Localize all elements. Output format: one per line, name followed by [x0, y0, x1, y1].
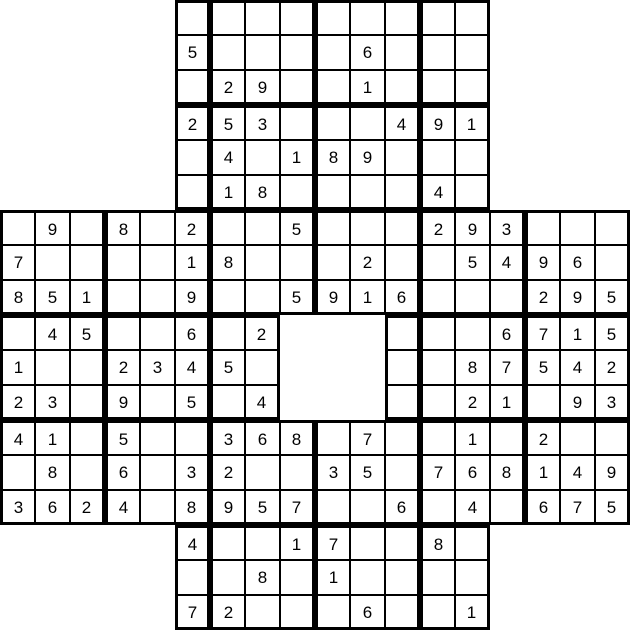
sudoku-cell: 6 — [455, 455, 490, 490]
sudoku-cell: 5 — [595, 280, 630, 315]
sudoku-cell: 9 — [105, 385, 140, 420]
sudoku-cell[interactable] — [245, 140, 280, 175]
sudoku-cell: 3 — [490, 210, 525, 245]
sudoku-cell: 3 — [0, 490, 35, 525]
sudoku-cell[interactable] — [315, 105, 350, 140]
sudoku-cell[interactable] — [140, 245, 175, 280]
sudoku-cell: 1 — [280, 140, 315, 175]
sudoku-cell[interactable] — [35, 350, 70, 385]
sudoku-cell[interactable] — [350, 0, 385, 35]
sudoku-cell[interactable] — [350, 175, 385, 210]
sudoku-cell[interactable] — [0, 455, 35, 490]
sudoku-cell[interactable] — [385, 595, 420, 630]
sudoku-cell: 6 — [245, 420, 280, 455]
sudoku-cell[interactable] — [175, 175, 210, 210]
sudoku-cell: 2 — [595, 350, 630, 385]
sudoku-cell[interactable] — [315, 420, 350, 455]
sudoku-cell[interactable] — [70, 420, 105, 455]
sudoku-cell[interactable] — [490, 280, 525, 315]
sudoku-cell: 1 — [455, 105, 490, 140]
sudoku-cell[interactable] — [455, 35, 490, 70]
sudoku-cell[interactable] — [245, 245, 280, 280]
sudoku-cell[interactable] — [245, 280, 280, 315]
sudoku-cell[interactable] — [210, 210, 245, 245]
sudoku-cell[interactable] — [245, 0, 280, 35]
sudoku-cell[interactable] — [105, 245, 140, 280]
sudoku-cell[interactable] — [420, 595, 455, 630]
sudoku-cell[interactable] — [280, 175, 315, 210]
sudoku-cell: 5 — [455, 245, 490, 280]
sudoku-cell: 4 — [455, 490, 490, 525]
sudoku-cell: 2 — [70, 490, 105, 525]
sudoku-cell[interactable] — [245, 210, 280, 245]
sudoku-cell: 8 — [245, 560, 280, 595]
sudoku-cell[interactable] — [455, 560, 490, 595]
sudoku-cell: 1 — [525, 455, 560, 490]
sudoku-cell[interactable] — [595, 245, 630, 280]
sudoku-cell[interactable] — [385, 140, 420, 175]
sudoku-cell: 5 — [105, 420, 140, 455]
sudoku-cell: 3 — [315, 455, 350, 490]
sudoku-cell: 1 — [280, 525, 315, 560]
sudoku-cell: 6 — [105, 455, 140, 490]
sudoku-cell[interactable] — [385, 245, 420, 280]
sudoku-cell: 5 — [175, 385, 210, 420]
sudoku-cell: 5 — [210, 350, 245, 385]
sudoku-cell[interactable] — [385, 35, 420, 70]
sudoku-cell[interactable] — [420, 280, 455, 315]
sudoku-cell: 1 — [350, 280, 385, 315]
sudoku-cell[interactable] — [350, 105, 385, 140]
sudoku-cell: 6 — [525, 490, 560, 525]
sudoku-cell: 5 — [70, 315, 105, 350]
sudoku-cell: 7 — [315, 525, 350, 560]
sudoku-cell[interactable] — [420, 490, 455, 525]
sudoku-cell[interactable] — [210, 525, 245, 560]
sudoku-cell[interactable] — [280, 245, 315, 280]
sudoku-cell[interactable] — [525, 210, 560, 245]
sudoku-cell[interactable] — [385, 525, 420, 560]
sudoku-cell: 1 — [175, 245, 210, 280]
sudoku-cell: 4 — [0, 420, 35, 455]
sudoku-cell[interactable] — [280, 70, 315, 105]
sudoku-cell[interactable] — [455, 140, 490, 175]
sudoku-cell: 1 — [455, 420, 490, 455]
sudoku-cell: 1 — [315, 560, 350, 595]
sudoku-cell[interactable] — [385, 175, 420, 210]
sudoku-cell: 4 — [385, 105, 420, 140]
sudoku-cell[interactable] — [385, 315, 420, 350]
sudoku-cell: 2 — [175, 210, 210, 245]
sudoku-cell: 9 — [560, 280, 595, 315]
sudoku-cell[interactable] — [420, 70, 455, 105]
sudoku-cell: 8 — [210, 245, 245, 280]
sudoku-cell: 2 — [420, 210, 455, 245]
sudoku-cell[interactable] — [455, 315, 490, 350]
sudoku-cell[interactable] — [175, 70, 210, 105]
sudoku-cell[interactable] — [350, 525, 385, 560]
sudoku-cell[interactable] — [175, 560, 210, 595]
sudoku-cell: 5 — [35, 280, 70, 315]
sudoku-cell[interactable] — [245, 525, 280, 560]
sudoku-cell: 1 — [35, 420, 70, 455]
sudoku-cell: 9 — [35, 210, 70, 245]
sudoku-cell: 8 — [280, 420, 315, 455]
sudoku-cell[interactable] — [210, 0, 245, 35]
sudoku-cell[interactable] — [455, 525, 490, 560]
sudoku-cell[interactable] — [140, 385, 175, 420]
sudoku-cell[interactable] — [280, 105, 315, 140]
sudoku-cell[interactable] — [70, 350, 105, 385]
sudoku-cell[interactable] — [0, 315, 35, 350]
sudoku-cell: 8 — [175, 490, 210, 525]
sudoku-cell: 4 — [175, 350, 210, 385]
sudoku-cell[interactable] — [315, 595, 350, 630]
sudoku-cell[interactable] — [350, 210, 385, 245]
sudoku-cell: 4 — [560, 455, 595, 490]
sudoku-cell: 4 — [560, 350, 595, 385]
sudoku-cell[interactable] — [280, 595, 315, 630]
sudoku-cell[interactable] — [70, 210, 105, 245]
sudoku-cell[interactable] — [140, 210, 175, 245]
sudoku-cell[interactable] — [315, 35, 350, 70]
sudoku-cell[interactable] — [315, 245, 350, 280]
sudoku-cell[interactable] — [350, 560, 385, 595]
sudoku-cell[interactable] — [105, 280, 140, 315]
sudoku-cell[interactable] — [385, 70, 420, 105]
sudoku-cell[interactable] — [420, 140, 455, 175]
sudoku-cell[interactable] — [210, 315, 245, 350]
sudoku-cell: 5 — [350, 455, 385, 490]
sudoku-cell: 3 — [140, 350, 175, 385]
sudoku-cell: 8 — [420, 525, 455, 560]
sudoku-cell: 6 — [350, 35, 385, 70]
sudoku-cell: 1 — [70, 280, 105, 315]
sudoku-cell: 7 — [420, 455, 455, 490]
sudoku-cell: 1 — [210, 175, 245, 210]
sudoku-cell: 6 — [350, 595, 385, 630]
sudoku-cell: 4 — [490, 245, 525, 280]
sudoku-cell: 7 — [560, 490, 595, 525]
sudoku-cell: 9 — [175, 280, 210, 315]
sudoku-cell: 2 — [455, 385, 490, 420]
sudoku-cell: 3 — [35, 385, 70, 420]
sudoku-cell: 4 — [35, 315, 70, 350]
sudoku-cell: 5 — [175, 35, 210, 70]
sudoku-cell[interactable] — [210, 385, 245, 420]
sudoku-cell: 9 — [455, 210, 490, 245]
sudoku-cell: 6 — [385, 280, 420, 315]
sudoku-cell[interactable] — [420, 560, 455, 595]
sudoku-cell[interactable] — [420, 35, 455, 70]
sudoku-cell[interactable] — [140, 455, 175, 490]
sudoku-cell[interactable] — [245, 350, 280, 385]
sudoku-cell[interactable] — [140, 280, 175, 315]
sudoku-cell[interactable] — [420, 350, 455, 385]
sudoku-cell: 7 — [525, 315, 560, 350]
sudoku-cell[interactable] — [315, 175, 350, 210]
sudoku-cell: 6 — [560, 245, 595, 280]
sudoku-cell[interactable] — [420, 245, 455, 280]
sudoku-cell[interactable] — [140, 420, 175, 455]
sudoku-cell: 9 — [560, 385, 595, 420]
sudoku-cell[interactable] — [385, 210, 420, 245]
sudoku-cell[interactable] — [70, 245, 105, 280]
sudoku-cell: 8 — [455, 350, 490, 385]
sudoku-cell[interactable] — [175, 420, 210, 455]
sudoku-cell: 9 — [525, 245, 560, 280]
sudoku-cell[interactable] — [490, 420, 525, 455]
sudoku-cell: 8 — [490, 455, 525, 490]
sudoku-cell[interactable] — [595, 420, 630, 455]
sudoku-cell: 2 — [210, 595, 245, 630]
sudoku-cell: 8 — [0, 280, 35, 315]
sudoku-cell[interactable] — [245, 595, 280, 630]
sudoku-cell: 9 — [595, 455, 630, 490]
sudoku-cell[interactable] — [560, 210, 595, 245]
sudoku-cell[interactable] — [385, 420, 420, 455]
sudoku-cell: 1 — [560, 315, 595, 350]
sudoku-cell: 2 — [350, 245, 385, 280]
sudoku-cell: 8 — [35, 455, 70, 490]
sudoku-cell: 3 — [175, 455, 210, 490]
sudoku-cell[interactable] — [280, 560, 315, 595]
sudoku-cell[interactable] — [385, 0, 420, 35]
sudoku-cell[interactable] — [560, 420, 595, 455]
sudoku-cell: 7 — [280, 490, 315, 525]
sudoku-cell[interactable] — [210, 280, 245, 315]
sudoku-cell: 6 — [385, 490, 420, 525]
sudoku-cell[interactable] — [280, 0, 315, 35]
sudoku-cell: 2 — [525, 280, 560, 315]
sudoku-cell[interactable] — [490, 490, 525, 525]
sudoku-cell: 7 — [0, 245, 35, 280]
sudoku-cell: 1 — [490, 385, 525, 420]
sudoku-cell: 6 — [35, 490, 70, 525]
sudoku-cell: 7 — [350, 420, 385, 455]
sudoku-cell[interactable] — [280, 455, 315, 490]
sudoku-cell: 4 — [105, 490, 140, 525]
sudoku-cell[interactable] — [385, 385, 420, 420]
sudoku-cell: 9 — [420, 105, 455, 140]
sudoku-cell: 4 — [420, 175, 455, 210]
sudoku-cell: 2 — [0, 385, 35, 420]
sudoku-cell[interactable] — [315, 70, 350, 105]
sudoku-cell[interactable] — [525, 385, 560, 420]
sudoku-cell: 1 — [0, 350, 35, 385]
sudoku-cell: 9 — [210, 490, 245, 525]
sudoku-cell[interactable] — [210, 35, 245, 70]
sudoku-cell: 3 — [595, 385, 630, 420]
sudoku-cell: 2 — [210, 455, 245, 490]
sudoku-cell: 2 — [210, 70, 245, 105]
sudoku-cell: 4 — [175, 525, 210, 560]
sudoku-cell: 9 — [245, 70, 280, 105]
sudoku-cell: 2 — [525, 420, 560, 455]
sudoku-cell[interactable] — [280, 35, 315, 70]
sudoku-cell: 5 — [595, 490, 630, 525]
sudoku-cell[interactable] — [245, 455, 280, 490]
sudoku-cell: 3 — [210, 420, 245, 455]
sudoku-cell[interactable] — [385, 560, 420, 595]
sudoku-cell: 6 — [490, 315, 525, 350]
sudoku-cell[interactable] — [140, 315, 175, 350]
sudoku-cell: 8 — [105, 210, 140, 245]
sudoku-cell[interactable] — [385, 455, 420, 490]
sudoku-cell: 5 — [280, 280, 315, 315]
sudoku-cell[interactable] — [455, 175, 490, 210]
sudoku-cell: 5 — [280, 210, 315, 245]
sudoku-cell: 4 — [245, 385, 280, 420]
sudoku-cell: 5 — [245, 490, 280, 525]
sudoku-cell: 7 — [490, 350, 525, 385]
sudoku-cell[interactable] — [420, 385, 455, 420]
sudoku-cell[interactable] — [420, 0, 455, 35]
sudoku-cell[interactable] — [140, 490, 175, 525]
sudoku-cell[interactable] — [175, 0, 210, 35]
sudoku-cell[interactable] — [35, 245, 70, 280]
sudoku-cell: 2 — [105, 350, 140, 385]
sudoku-cell: 7 — [175, 595, 210, 630]
sudoku-cell[interactable] — [420, 420, 455, 455]
sudoku-cell: 6 — [175, 315, 210, 350]
sudoku-cell: 5 — [595, 315, 630, 350]
sudoku-cell[interactable] — [0, 210, 35, 245]
sudoku-cell: 2 — [245, 315, 280, 350]
sudoku-cell: 4 — [210, 140, 245, 175]
sudoku-cell[interactable] — [315, 0, 350, 35]
sudoku-cell[interactable] — [455, 70, 490, 105]
sudoku-cell: 1 — [350, 70, 385, 105]
sudoku-cell[interactable] — [385, 350, 420, 385]
sudoku-cell[interactable] — [315, 490, 350, 525]
sudoku-cell: 5 — [525, 350, 560, 385]
sudoku-cell: 1 — [455, 595, 490, 630]
sudoku-cell[interactable] — [455, 0, 490, 35]
sudoku-cell: 9 — [350, 140, 385, 175]
sudoku-cell[interactable] — [245, 35, 280, 70]
sudoku-cell[interactable] — [420, 315, 455, 350]
sudoku-cell[interactable] — [70, 455, 105, 490]
sudoku-cell: 3 — [245, 105, 280, 140]
sudoku-cell[interactable] — [210, 560, 245, 595]
sudoku-cell: 5 — [210, 105, 245, 140]
sudoku-cell: 9 — [315, 280, 350, 315]
sudoku-cell: 8 — [315, 140, 350, 175]
sudoku-cell[interactable] — [455, 280, 490, 315]
sudoku-cell[interactable] — [175, 140, 210, 175]
sudoku-cell[interactable] — [70, 385, 105, 420]
sudoku-cell[interactable] — [105, 315, 140, 350]
sudoku-cell[interactable] — [315, 210, 350, 245]
sudoku-cell: 2 — [175, 105, 210, 140]
sudoku-cell[interactable] — [350, 490, 385, 525]
sudoku-cell[interactable] — [595, 210, 630, 245]
sudoku-cell: 8 — [245, 175, 280, 210]
